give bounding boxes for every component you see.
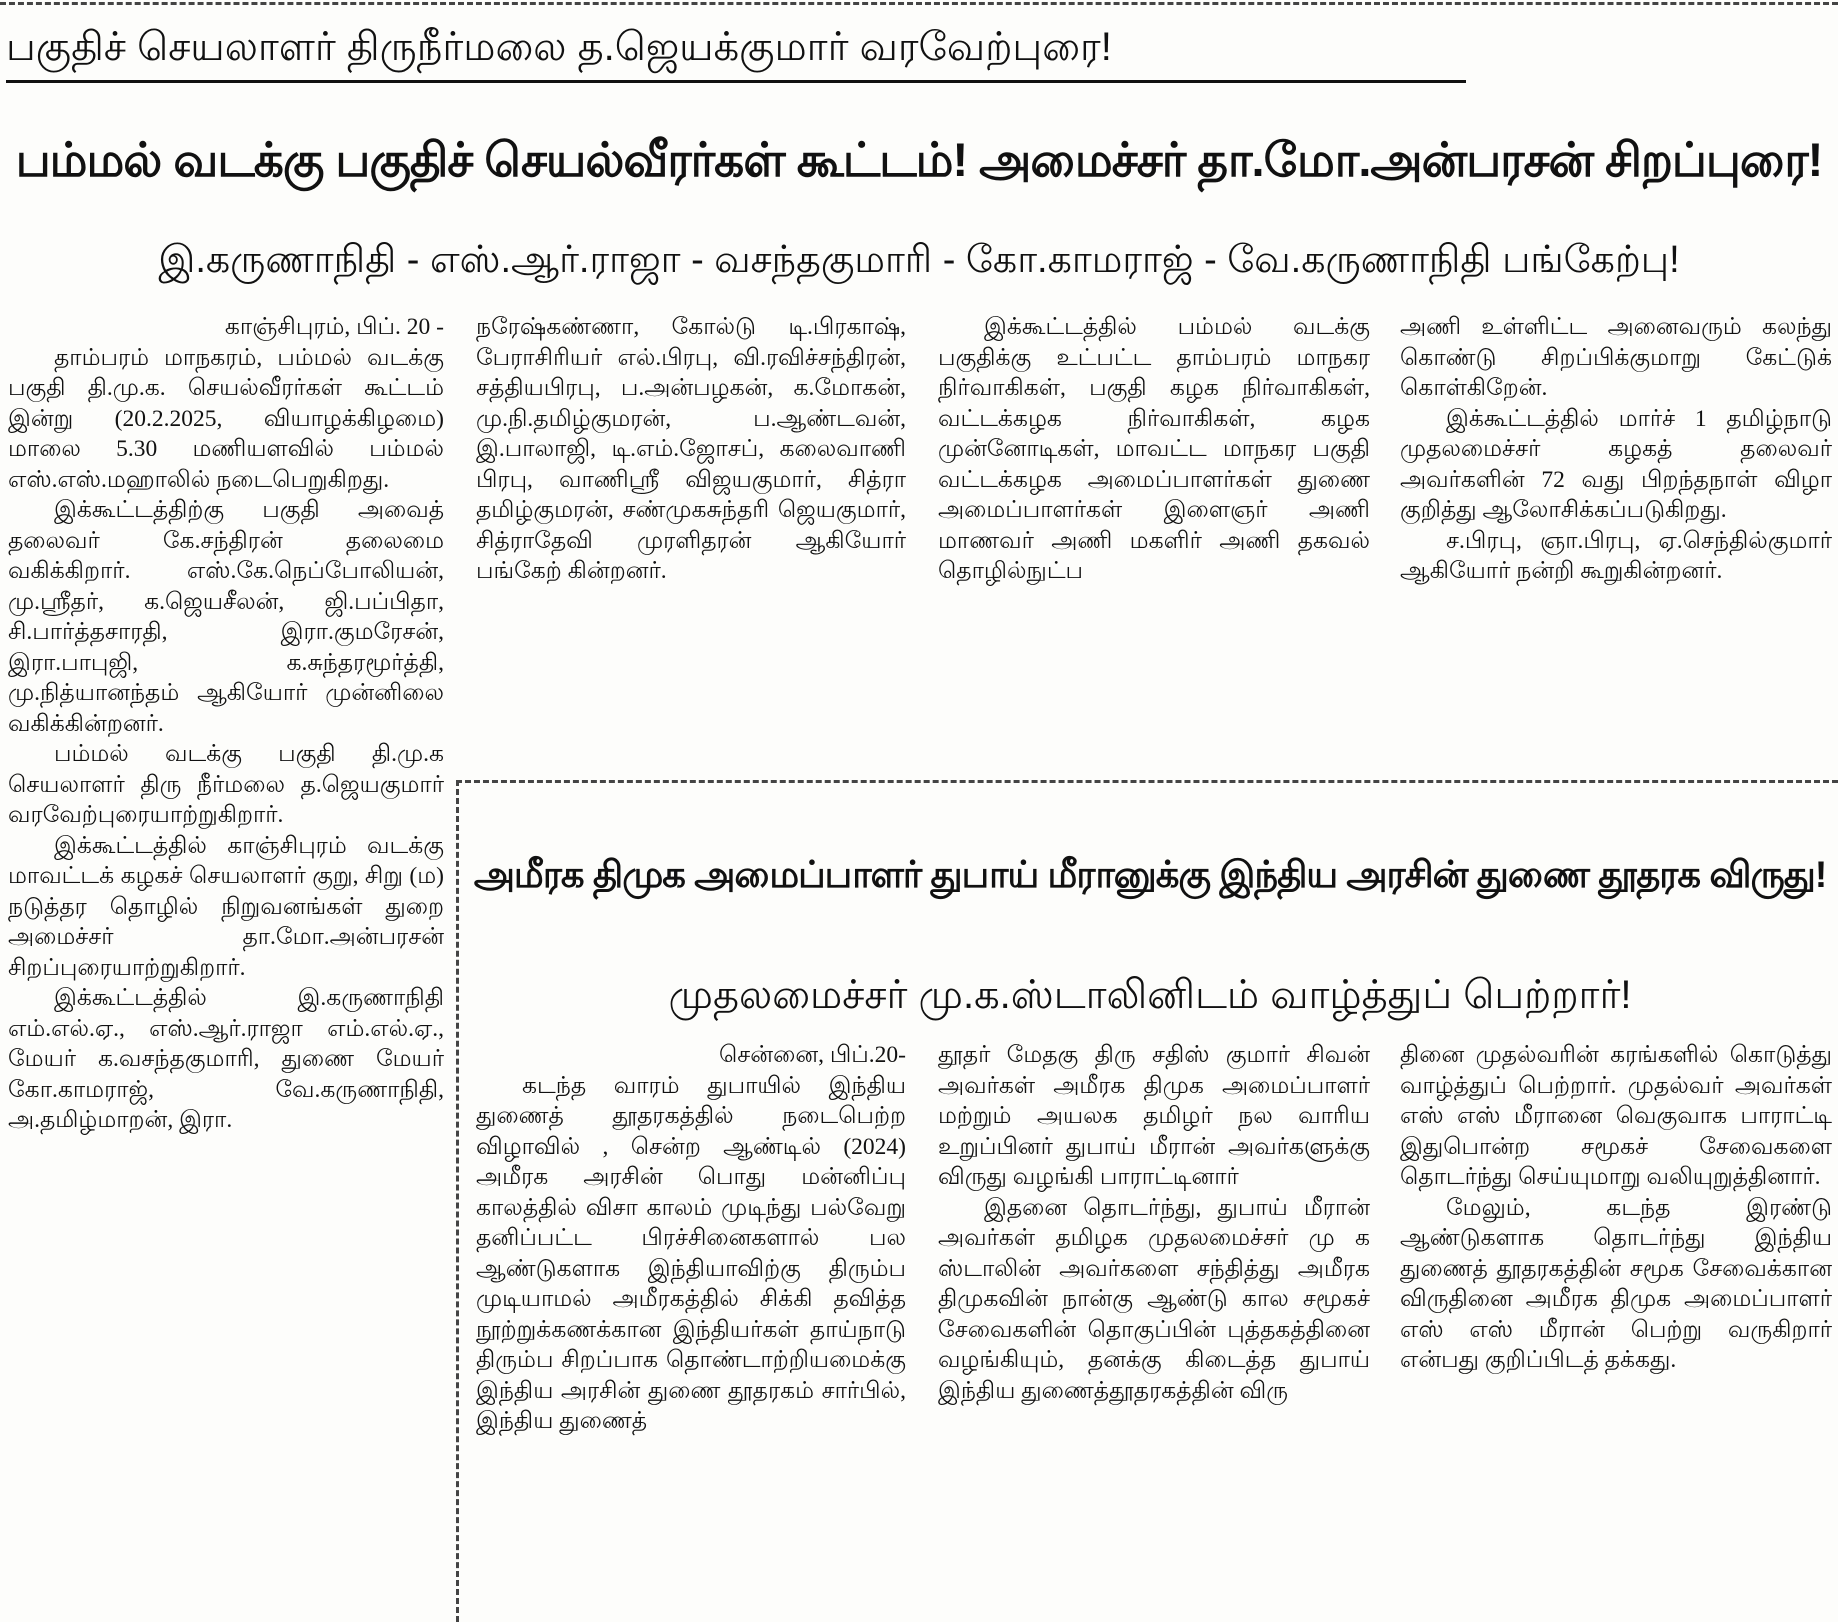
story1-paragraph: இக்கூட்டத்திற்கு பகுதி அவைத் தலைவர் கே.சந்திரன் தலைமை வகிக்கிறார். எஸ்.கே.நெப்போலியன், மு.ஸ்ரீதர், க.ஜெயசீலன், ஜி.பப்பிதா, சி.பார்த்தசாரதி, இரா.குமரேசன், இரா.பாபுஜி, க.சுந்தரமூர்த்தி, மு.நித்யானந்தம் ஆகியோர் முன்னிலை வகிக்கின்றனர். bbox=[8, 497, 444, 737]
story1-paragraph: இக்கூட்டத்தில் இ.கருணாநிதி எம்.எல்.ஏ., எஸ்.ஆர்.ராஜா எம்.எல்.ஏ., மேயர் க.வசந்தகுமாரி, துணை மேயர் கோ.காமராஜ், வே.கருணாநிதி, அ.தமிழ்மாறன், இரா. bbox=[8, 985, 444, 1133]
story2-column-1 bbox=[476, 1040, 906, 1622]
story1-paragraph: நரேஷ்கண்ணா, கோல்டு டி.பிரகாஷ், பேராசிரியர் எல்.பிரபு, வி.ரவிச்சந்திரன், சத்தியபிரபு, ப.அன்பழகன், க.மோகன், மு.நி.தமிழ்குமரன், ப.ஆண்டவன், இ.பாலாஜி, டி.எம்.ஜோசப், கலைவாணி பிரபு, வாணிஸ்ரீ விஜயகுமார், சித்ரா தமிழ்குமரன், சண்முகசுந்தரி ஜெயகுமார், சித்ராதேவி முரளிதரன் ஆகியோர் பங்கேற் கின்றனர். bbox=[476, 314, 906, 584]
story1-column-1 bbox=[8, 312, 444, 1622]
story2-subheadline: முதலமைச்சர் மு.க.ஸ்டாலினிடம் வாழ்த்துப் பெற்றார்! bbox=[668, 973, 1632, 1017]
main-headline: பம்மல் வடக்கு பகுதிச் செயல்வீரர்கள் கூட்டம்! அமைச்சர் தா.மோ.அன்பரசன் சிறப்புரை! bbox=[15, 133, 1823, 186]
story2-left-dashed-border bbox=[456, 780, 459, 1622]
story2-column-2 bbox=[938, 1040, 1370, 1622]
story1-paragraph: பம்மல் வடக்கு பகுதி தி.மு.க செயலாளர் திரு நீர்மலை த.ஜெயகுமார் வரவேற்புரையாற்றுகிறார். bbox=[8, 741, 444, 828]
story1-column-2 bbox=[476, 312, 906, 752]
story2-paragraph: கடந்த வாரம் துபாயில் இந்திய துணைத் தூதரகத்தில் நடைபெற்ற விழாவில் , சென்ற ஆண்டில் (2024) அமீரக அரசின் பொது மன்னிப்பு காலத்தில் விசா காலம் முடிந்து பல்வேறு தனிப்பட்ட பிரச்சினைகளால் பல ஆண்டுகளாக இந்தியாவிற்கு திரும்ப முடியாமல் அமீரகத்தில் சிக்கி தவித்த நூற்றுக்கணக்கான இந்தியர்கள் தாய்நாடு திரும்ப சிறப்பாக தொண்டாற்றியமைக்கு இந்திய அரசின் துணை தூதரகம் சார்பில், இந்திய துணைத் bbox=[476, 1072, 906, 1434]
story2-headline: அமீரக திமுக அமைப்பாளர் துபாய் மீரானுக்கு இந்திய அரசின் துணை தூதரக விருது! bbox=[473, 854, 1827, 895]
story1-paragraph: இக்கூட்டத்தில் காஞ்சிபுரம் வடக்கு மாவட்டக் கழகச் செயலாளர் குறு, சிறு (ம) நடுத்தர தொழில் நிறுவனங்கள் துறை அமைச்சர் தா.மோ.அன்பரசன் சிறப்புரையாற்றுகிறார். bbox=[8, 832, 444, 981]
story1-paragraph: அணி உள்ளிட்ட அனைவரும் கலந்து கொண்டு சிறப்பிக்குமாறு கேட்டுக் கொள்கிறேன். bbox=[1400, 314, 1832, 401]
story2-paragraph: மேலும், கடந்த இரண்டு ஆண்டுகளாக தொடர்ந்து இந்திய துணைத் தூதரகத்தின் சமூக சேவைக்கான விருதினை அமீரக திமுக அமைப்பாளர் எஸ் எஸ் மீரான் பெற்று வருகிறார் என்பது குறிப்பிடத் தக்கது. bbox=[1400, 1194, 1832, 1373]
story1-column-4 bbox=[1400, 312, 1832, 752]
story2-paragraph: தினை முதல்வரின் கரங்களில் கொடுத்து வாழ்த்துப் பெற்றார். முதல்வர் அவர்கள் எஸ் எஸ் மீரானை வெகுவாக பாராட்டி இதுபொன்ற சமூகச் சேவைகளை தொடர்ந்து செய்யுமாறு வலியுறுத்தினார். bbox=[1400, 1042, 1832, 1190]
story1-paragraph: ச.பிரபு, ஞா.பிரபு, ஏ.செந்தில்குமார் ஆகியோர் நன்றி கூறுகின்றனர். bbox=[1400, 527, 1832, 584]
main-subheadline: இ.கருணாநிதி - எஸ்.ஆர்.ராஜா - வசந்தகுமாரி - கோ.காமராஜ் - வே.கருணாநிதி பங்கேற்பு! bbox=[158, 239, 1680, 281]
story2-paragraph: தூதர் மேதகு திரு சதிஸ் குமார் சிவன் அவர்கள் அமீரக திமுக அமைப்பாளர் மற்றும் அயலக தமிழர் நல வாரிய உறுப்பினர் துபாய் மீரான் அவர்களுக்கு விருது வழங்கி பாராட்டினார் bbox=[938, 1042, 1370, 1190]
story1-paragraph: இக்கூட்டத்தில் பம்மல் வடக்கு பகுதிக்கு உட்பட்ட தாம்பரம் மாநகர நிர்வாகிகள், பகுதி கழக நிர்வாகிகள், வட்டக்கழக நிர்வாகிகள், கழக முன்னோடிகள், மாவட்ட மாநகர பகுதி வட்டக்கழக அமைப்பாளர்கள் துணை அமைப்பாளர்கள் இளைஞர் அணி மாணவர் அணி மகளிர் அணி தகவல் தொழில்நுட்ப bbox=[938, 314, 1370, 584]
story2-paragraph: இதனை தொடர்ந்து, துபாய் மீரான் அவர்கள் தமிழக முதலமைச்சர் மு க ஸ்டாலின் அவர்களை சந்தித்து அமீரக திமுகவின் நான்கு ஆண்டு கால சமூகச் சேவைகளின் தொகுப்பின் புத்தகத்தினை வழங்கியும், தனக்கு கிடைத்த துபாய் இந்திய துணைத்தூதரகத்தின் விரு bbox=[938, 1194, 1370, 1404]
story1-dateline: காஞ்சிபுரம், பிப். 20 - bbox=[224, 314, 444, 340]
story2-column-3 bbox=[1400, 1040, 1832, 1622]
kicker-headline: பகுதிச் செயலாளர் திருநீர்மலை த.ஜெயக்குமார் வரவேற்புரை! bbox=[6, 14, 1466, 83]
story2-top-dashed-border bbox=[456, 780, 1838, 783]
story1-paragraph: இக்கூட்டத்தில் மார்ச் 1 தமிழ்நாடு முதலமைச்சர் கழகத் தலைவர் அவர்களின் 72 வது பிறந்தநாள் விழா குறித்து ஆலோசிக்கப்படுகிறது. bbox=[1400, 405, 1832, 523]
story1-paragraph: தாம்பரம் மாநகரம், பம்மல் வடக்கு பகுதி தி.மு.க. செயல்வீரர்கள் கூட்டம் இன்று (20.2.2025, வியாழக்கிழமை) மாலை 5.30 மணியளவில் பம்மல் எஸ்.எஸ்.மஹாலில் நடைபெறுகிறது. bbox=[8, 344, 444, 493]
top-dashed-border bbox=[0, 2, 1838, 5]
story2-dateline: சென்னை, பிப்.20- bbox=[719, 1042, 906, 1068]
story1-column-3 bbox=[938, 312, 1370, 752]
